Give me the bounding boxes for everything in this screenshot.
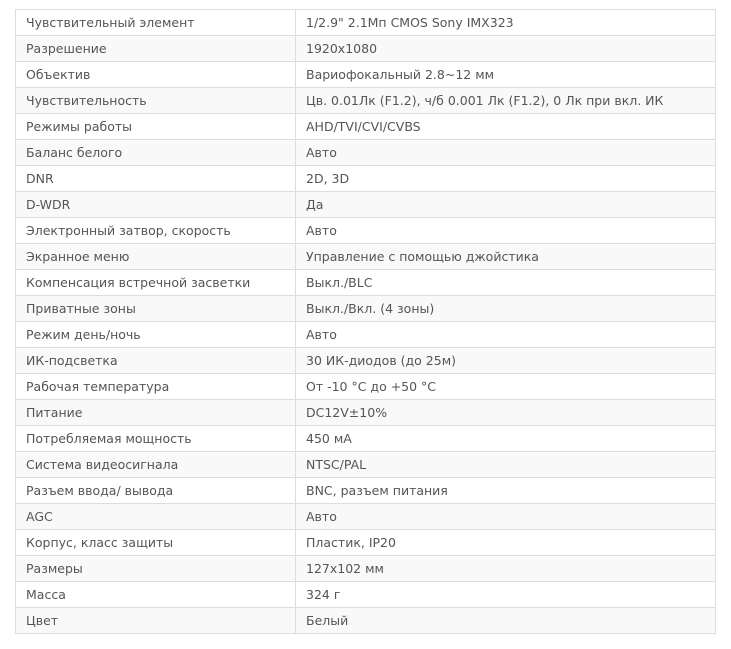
spec-value: Авто	[296, 322, 716, 348]
table-row	[16, 478, 716, 504]
table-row	[16, 244, 716, 270]
table-row	[16, 426, 716, 452]
spec-value: 1920х1080	[296, 36, 716, 62]
table-row	[16, 218, 716, 244]
spec-value: Вариофокальный 2.8~12 мм	[296, 62, 716, 88]
spec-name: Объектив	[16, 62, 296, 88]
spec-value: Цв. 0.01Лк (F1.2), ч/б 0.001 Лк (F1.2), 0 Лк при вкл. ИК	[296, 88, 716, 114]
spec-name: Масса	[16, 582, 296, 608]
table-row	[16, 582, 716, 608]
table-row	[16, 296, 716, 322]
table-row	[16, 348, 716, 374]
table-row	[16, 322, 716, 348]
table-row	[16, 556, 716, 582]
spec-value: BNC, разъем питания	[296, 478, 716, 504]
table-row	[16, 374, 716, 400]
spec-value: Да	[296, 192, 716, 218]
spec-value: 30 ИК-диодов (до 25м)	[296, 348, 716, 374]
spec-name: Электронный затвор, скорость	[16, 218, 296, 244]
table-row	[16, 452, 716, 478]
spec-value: Пластик, IP20	[296, 530, 716, 556]
spec-value: Авто	[296, 218, 716, 244]
table-row	[16, 270, 716, 296]
spec-value: Выкл./Вкл. (4 зоны)	[296, 296, 716, 322]
spec-name: Корпус, класс защиты	[16, 530, 296, 556]
spec-name: Питание	[16, 400, 296, 426]
specifications-table	[15, 9, 716, 634]
table-row	[16, 62, 716, 88]
spec-name: Экранное меню	[16, 244, 296, 270]
spec-name: Разъем ввода/ вывода	[16, 478, 296, 504]
spec-value: 324 г	[296, 582, 716, 608]
table-row	[16, 88, 716, 114]
spec-name: AGC	[16, 504, 296, 530]
spec-name: Чувствительность	[16, 88, 296, 114]
table-row	[16, 140, 716, 166]
spec-name: ИК-подсветка	[16, 348, 296, 374]
spec-name: Режим день/ночь	[16, 322, 296, 348]
spec-name: DNR	[16, 166, 296, 192]
spec-value: Авто	[296, 140, 716, 166]
spec-value: Управление с помощью джойстика	[296, 244, 716, 270]
spec-value: NTSC/PAL	[296, 452, 716, 478]
spec-name: Чувствительный элемент	[16, 10, 296, 36]
spec-name: Разрешение	[16, 36, 296, 62]
spec-name: Цвет	[16, 608, 296, 634]
table-row	[16, 10, 716, 36]
spec-value: Выкл./BLC	[296, 270, 716, 296]
spec-name: Рабочая температура	[16, 374, 296, 400]
spec-name: Баланс белого	[16, 140, 296, 166]
spec-value: 2D, 3D	[296, 166, 716, 192]
table-row	[16, 504, 716, 530]
table-row	[16, 400, 716, 426]
spec-value: 127х102 мм	[296, 556, 716, 582]
table-row	[16, 608, 716, 634]
spec-name: Потребляемая мощность	[16, 426, 296, 452]
spec-name: Система видеосигнала	[16, 452, 296, 478]
table-row	[16, 530, 716, 556]
spec-value: 1/2.9" 2.1Мп CMOS Sony IMX323	[296, 10, 716, 36]
spec-value: Белый	[296, 608, 716, 634]
spec-name: Режимы работы	[16, 114, 296, 140]
spec-value: AHD/TVI/CVI/CVBS	[296, 114, 716, 140]
table-row	[16, 114, 716, 140]
table-row	[16, 36, 716, 62]
spec-value: DC12V±10%	[296, 400, 716, 426]
specifications-table-body	[16, 10, 716, 634]
spec-name: Размеры	[16, 556, 296, 582]
table-row	[16, 192, 716, 218]
spec-name: Компенсация встречной засветки	[16, 270, 296, 296]
spec-value: Авто	[296, 504, 716, 530]
spec-value: 450 мА	[296, 426, 716, 452]
spec-value: От -10 °С до +50 °С	[296, 374, 716, 400]
spec-name: Приватные зоны	[16, 296, 296, 322]
table-row	[16, 166, 716, 192]
spec-name: D-WDR	[16, 192, 296, 218]
